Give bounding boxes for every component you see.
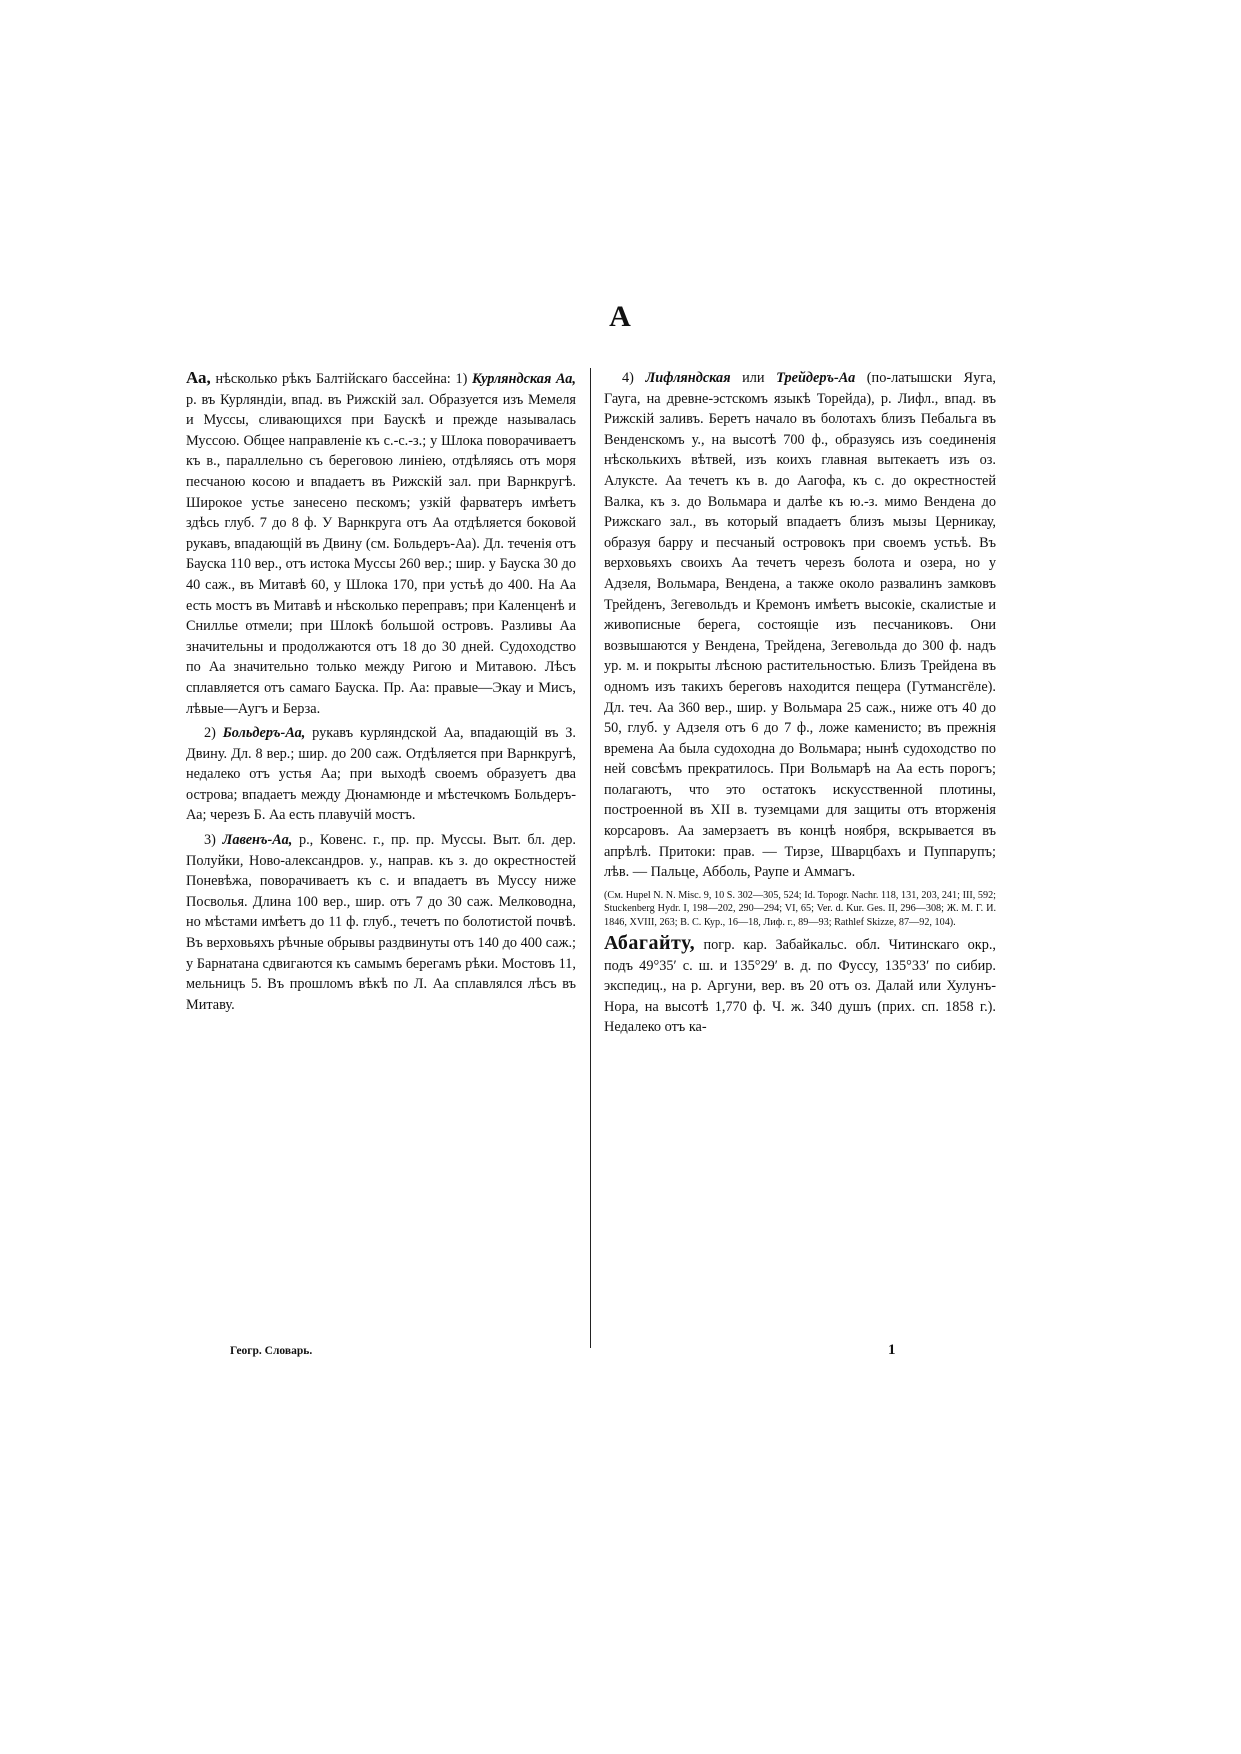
- bolder-headword: Больдеръ-Аа,: [222, 725, 306, 742]
- kurland-headword: Курляндская Аа,: [472, 371, 577, 387]
- livland-references: (См. Hupel N. N. Misc. 9, 10 S. 302—305, 524; Id. Topogr. Nachr. 118, 131, 203, 241; III, 592; Stuckenberg Hydr. I, 198—202, 290—294; VI, 65; Ver. d. Kur. Ges. II, 296—308; Ж. М. Г. И. 1846, XVIII, 263; В. С. Кур., 16—18, Лиф. г., 89—93; Rathlef Skizze, 87—92, 104).: [604, 889, 996, 928]
- livland-text: (по-латышски Яуга, Гауга, на древне-эстскомъ языкѣ Торейда), р. Лифл., впад. въ Рижскій заливъ. Беретъ начало въ болотахъ близъ Пебальга въ Венденскомъ у., на высотѣ 700 ф., образуясь изъ соединенія нѣсколькихъ вѣтвей, изъ коихъ главная вытекаетъ изъ оз. Алуксте. Аа течетъ къ в. до Аагофа, къ с. до окрестностей Валка, къ з. до Вольмара и далѣе къ ю.-з. мимо Вендена до Рижскаго зал., въ который впадаетъ близъ мызы Церникау, образуя барру и песчаный островокъ при своемъ устьѣ. Въ верховьяхъ своихъ Аа течетъ черезъ болота и озера, но у Адзеля, Вольмара, Вендена, а также около развалинъ замковъ Трейденъ, Зегевольдъ и Кремонъ имѣетъ высокіе, скалистые и живописные берега, состоящіе изъ песчаниковъ. Они возвышаются у Вендена, Трейдена, Зегевольда до 300 ф. надъ ур. м. и покрыты лѣсною растительностью. Близъ Трейдена въ одномъ изъ такихъ береговъ находится пещера (Гутмансгёле). Дл. теч. Аа 360 вер., шир. у Вольмара 25 саж., ниже отъ 40 до 50, глуб. у Адзеля отъ 6 до 7 ф., ложе каменисто; въ прежнія времена Аа была судоходна до Вольмара; нынѣ судоходство по ней совсѣмъ прекратилось. При Вольмарѣ на Аа есть порогъ; полагаютъ, что это остатокъ искусственной плотины, построенной въ XII в. туземцами для защиты отъ вторженія корсаровъ. Аа замерзаетъ въ концѣ ноября, вскрывается въ апрѣлѣ. Притоки: прав. — Тирзе, Шварцбахъ и Пуппарупъ; лѣв. — Пальце, Абболь, Раупе и Аммагъ.: [604, 370, 997, 881]
- entry-laven-aa: [186, 830, 576, 1015]
- right-column: [604, 368, 996, 1038]
- laven-text: р., Ковенс. г., пр. пр. Муссы. Выт. бл. дер. Полуйки, Ново-александров. у., направ. къ з. до окрестностей Поневѣжа, поворачиваетъ къ с. и впадаетъ въ Муссу ниже Посволья. Длина 100 вер., шир. отъ 7 до 30 саж. Мелководна, но мѣстами имѣетъ до 11 ф. глуб., течетъ по болотистой почвѣ. Въ верховьяхъ рѣчные обрывы раздвинуты отъ 140 до 400 саж.; у Барнатана сдвигаются къ самымъ берегамъ рѣки. Мостовъ 11, мельницъ 5. Въ прошломъ вѣкѣ по Л. Аа сплавлялся лѣсъ въ Митаву.: [186, 832, 577, 1013]
- page-number: 1: [888, 1342, 896, 1358]
- kurland-text: р. въ Курляндіи, впад. въ Рижскій зал. Образуется изъ Мемеля и Муссы, сливающихся при Баускѣ и прежде называлась Муссою. Общее направленіе къ с.-с.-з.; у Шлока поворачиваетъ къ в., параллельно съ береговою линіею, отдѣляясь отъ моря песчаною косою и впадаетъ въ Рижскій зал. при Варнкругѣ. Широкое устье занесено пескомъ; узкій фарватеръ имѣетъ здѣсь глуб. 7 до 8 ф. У Варнкруга отъ Аа отдѣляется боковой рукавъ, впадающій въ Двину (см. Больдеръ-Аа). Дл. теченія отъ Бауска 110 вер., отъ истока Муссы 260 вер.; шир. у Бауска 30 до 40 саж., въ Митавѣ 60, у Шлока 170, при устьѣ до 400. На Аа есть мостъ въ Митавѣ и нѣсколько переправъ; при Каленценѣ и Сниллье отмели; при Шлокѣ большой островъ. Разливы Аа значительны и продолжаются отъ 18 до 30 дней. Судоходство по Аа значительно только между Ригою и Митавою. Лѣсъ сплавляется отъ самаго Бауска. Пр. Аа: правые—Экау и Мисъ, лѣвые—Аугъ и Берза.: [186, 391, 576, 717]
- entry-aa-headword: Аа,: [186, 368, 211, 387]
- livland-headword: Лифляндская: [645, 370, 731, 386]
- laven-number: 3): [204, 832, 216, 849]
- entry-aa: [186, 368, 576, 719]
- livland-headword-alt: Трейдеръ-Аа: [776, 370, 856, 386]
- entry-livland-aa: [604, 368, 996, 883]
- column-divider: [590, 368, 591, 1348]
- entry-aa-intro: нѣсколько рѣкъ Балтійскаго бассейна:: [215, 371, 451, 387]
- bolder-number: 2): [204, 725, 216, 742]
- laven-headword: Лавенъ-Аа,: [222, 832, 293, 849]
- abagaitu-text: погр. кар. Забайкальс. обл. Читинскаго окр., подъ 49°35′ с. ш. и 135°29′ в. д. по Фуссу, 135°33′ по сибир. экспедиц., на р. Аргуни, вер. въ 20 отъ оз. Далай или Хулунъ-Нора, на высотѣ 1,770 ф. Ч. ж. 340 душъ (прих. сп. 1858 г.). Недалеко отъ ка-: [604, 937, 996, 1036]
- bolder-text: рукавъ курляндской Аа, впадающій въ З. Двину. Дл. 8 вер.; шир. до 200 саж. Отдѣляется при Варнкругѣ, недалеко отъ устья Аа; при выходѣ своемъ образуетъ два острова; впадаетъ между Дюнамюнде и мѣстечкомъ Больдеръ-Аа; черезъ Б. Аа есть плавучій мостъ.: [186, 725, 576, 824]
- kurland-number: 1): [455, 371, 468, 387]
- entry-abagaitu: [604, 933, 996, 1038]
- left-column: [186, 368, 576, 1015]
- page-letter-heading: А: [609, 300, 632, 333]
- livland-or: или: [742, 370, 765, 386]
- footer-signature: Геогр. Словарь.: [230, 1345, 313, 1357]
- livland-number: 4): [622, 370, 634, 386]
- abagaitu-headword: Абагайту,: [604, 932, 696, 955]
- entry-bolder-aa: [186, 723, 576, 826]
